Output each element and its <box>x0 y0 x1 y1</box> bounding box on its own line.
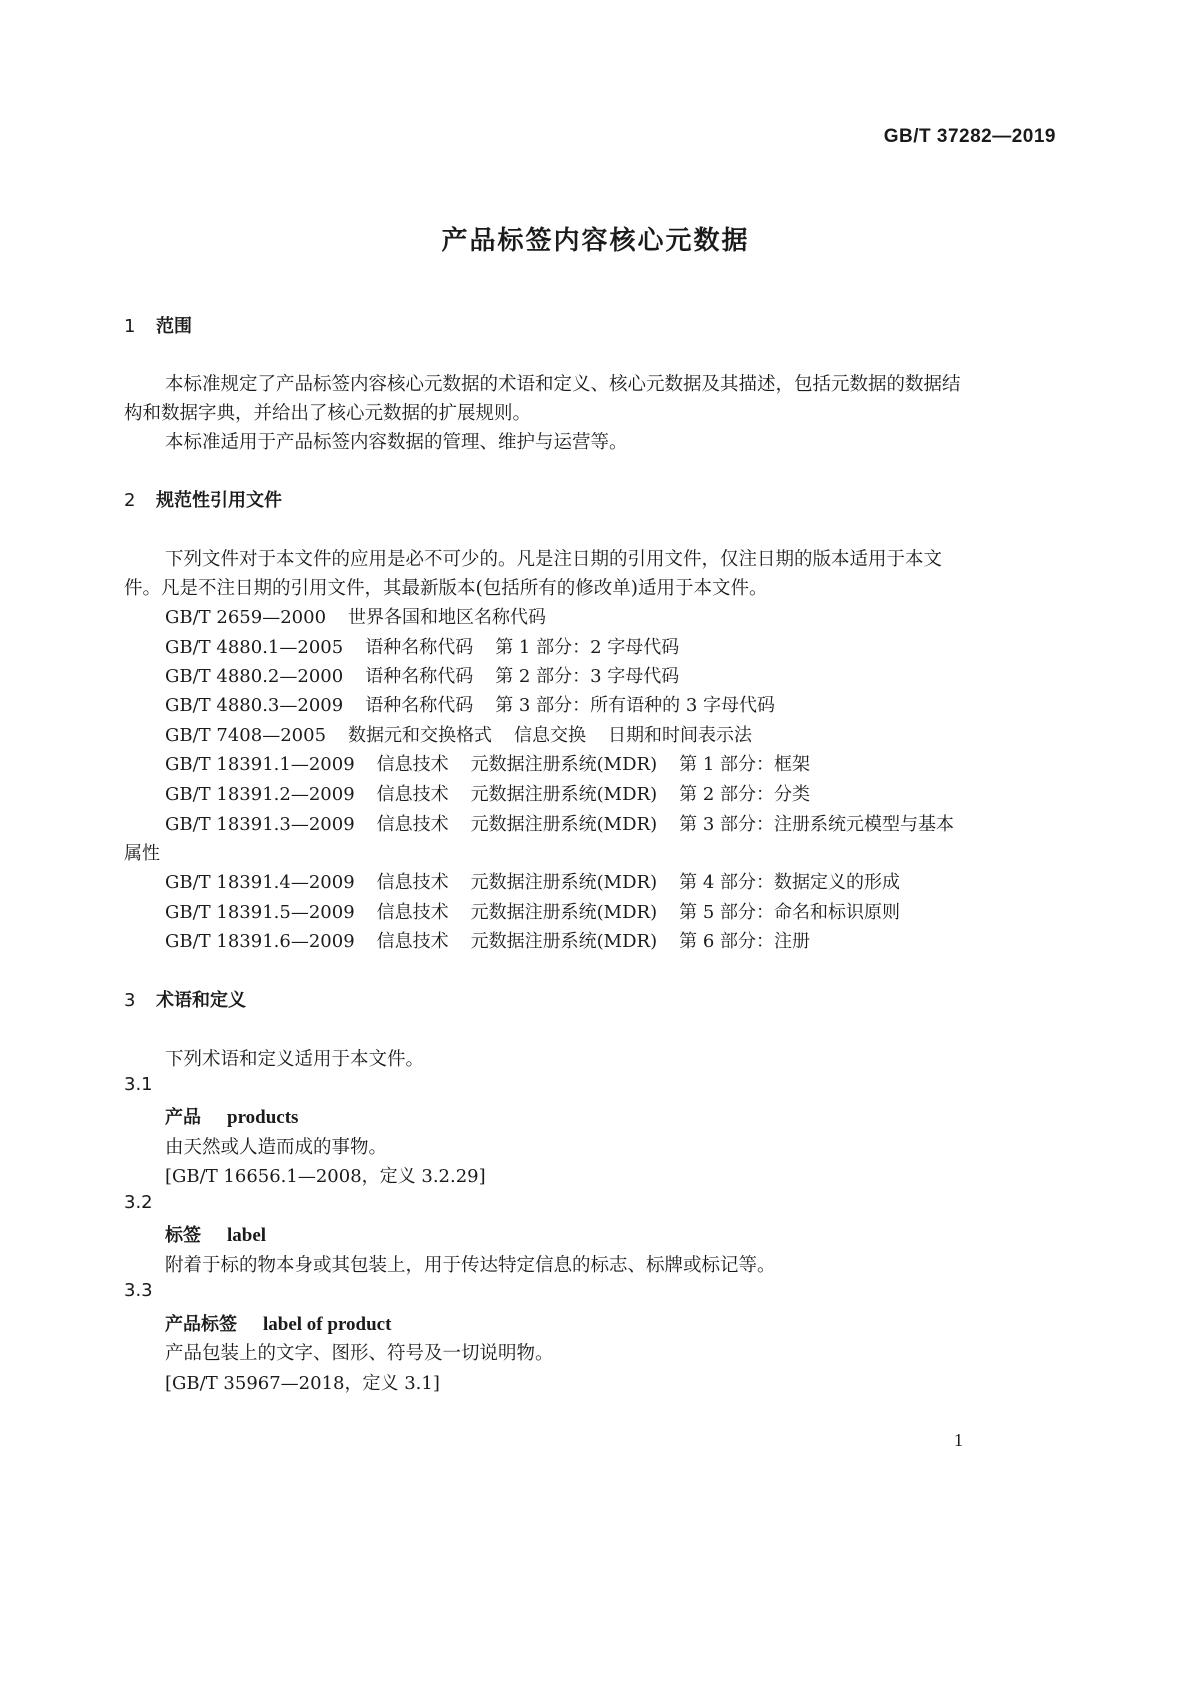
reference-sub: 第 1 部分：框架 <box>679 754 811 775</box>
reference-part: 元数据注册系统(MDR) <box>470 754 658 775</box>
term-source: [GB/T 16656.1—2008，定义 3.2.29] <box>165 1166 486 1187</box>
document-title: 产品标签内容核心元数据 <box>441 226 750 256</box>
reference-code: GB/T 18391.4—2009 <box>165 872 355 893</box>
reference-part: 第 3 部分：所有语种的 3 字母代码 <box>495 695 775 716</box>
reference-code: GB/T 4880.1—2005 <box>165 637 344 658</box>
reference-part: 第 1 部分：2 字母代码 <box>495 637 680 658</box>
reference-code: GB/T 18391.5—2009 <box>165 902 355 923</box>
clause-number: 3.2 <box>124 1192 153 1213</box>
clause-number: 3.3 <box>124 1280 153 1301</box>
reference-sub: 第 6 部分：注册 <box>679 931 811 952</box>
section-number: 1 <box>124 316 136 337</box>
reference-title: 语种名称代码 <box>365 666 474 687</box>
reference-part: 元数据注册系统(MDR) <box>470 872 658 893</box>
term-zh: 产品 <box>165 1107 201 1128</box>
reference-wrap: 属性 <box>124 843 160 864</box>
paragraph: 本标准适用于产品标签内容数据的管理、维护与运营等。 <box>165 432 628 453</box>
reference-title: 信息技术 <box>376 784 449 805</box>
reference-part: 第 2 部分：3 字母代码 <box>495 666 680 687</box>
reference-sub: 日期和时间表示法 <box>608 725 753 746</box>
section-number: 3 <box>124 990 136 1011</box>
section-number: 2 <box>124 490 136 511</box>
reference-title: 信息技术 <box>376 814 449 835</box>
reference-code: GB/T 18391.2—2009 <box>165 784 355 805</box>
reference-item <box>165 898 900 924</box>
term-en: label of product <box>263 1314 392 1335</box>
clause-number: 3.1 <box>124 1074 153 1095</box>
reference-part: 元数据注册系统(MDR) <box>470 784 658 805</box>
reference-sub: 第 3 部分：注册系统元模型与基本 <box>679 814 955 835</box>
reference-sub: 第 5 部分：命名和标识原则 <box>679 902 901 923</box>
term-entry <box>165 1103 298 1129</box>
reference-sub: 第 2 部分：分类 <box>679 784 811 805</box>
reference-title: 世界各国和地区名称代码 <box>348 607 547 628</box>
reference-item <box>165 750 810 776</box>
reference-title: 信息技术 <box>376 754 449 775</box>
reference-item <box>165 868 900 894</box>
reference-item <box>165 603 546 629</box>
reference-item <box>165 633 679 659</box>
term-en: products <box>227 1107 299 1128</box>
reference-item <box>165 927 810 953</box>
section-title: 范围 <box>156 316 192 337</box>
section-2-heading <box>124 486 282 512</box>
reference-item <box>165 662 679 688</box>
reference-title: 语种名称代码 <box>365 637 474 658</box>
reference-item <box>165 810 954 836</box>
reference-item <box>165 691 775 717</box>
term-en: label <box>227 1225 267 1246</box>
reference-code: GB/T 18391.1—2009 <box>165 754 355 775</box>
reference-part: 信息交换 <box>514 725 587 746</box>
term-definition: 附着于标的物本身或其包装上，用于传达特定信息的标志、标牌或标记等。 <box>165 1255 776 1276</box>
reference-title: 数据元和交换格式 <box>348 725 493 746</box>
term-entry <box>165 1310 391 1336</box>
reference-title: 语种名称代码 <box>365 695 474 716</box>
term-entry <box>165 1221 266 1247</box>
term-zh: 产品标签 <box>165 1314 237 1335</box>
paragraph: 件。凡是不注日期的引用文件，其最新版本(包括所有的修改单)适用于本文件。 <box>124 578 768 599</box>
reference-part: 元数据注册系统(MDR) <box>470 902 658 923</box>
reference-item <box>165 721 752 747</box>
reference-title: 信息技术 <box>376 931 449 952</box>
paragraph: 构和数据字典，并给出了核心元数据的扩展规则。 <box>124 403 532 424</box>
reference-part: 元数据注册系统(MDR) <box>470 814 658 835</box>
reference-code: GB/T 18391.3—2009 <box>165 814 355 835</box>
reference-sub: 第 4 部分：数据定义的形成 <box>679 872 901 893</box>
term-zh: 标签 <box>165 1225 201 1246</box>
section-title: 术语和定义 <box>156 990 246 1011</box>
paragraph: 本标准规定了产品标签内容核心元数据的术语和定义、核心元数据及其描述，包括元数据的数据结 <box>165 374 961 395</box>
reference-part: 元数据注册系统(MDR) <box>470 931 658 952</box>
section-title: 规范性引用文件 <box>156 490 282 511</box>
reference-title: 信息技术 <box>376 872 449 893</box>
page-number: 1 <box>954 1430 963 1450</box>
term-definition: 产品包装上的文字、图形、符号及一切说明物。 <box>165 1343 554 1364</box>
reference-code: GB/T 4880.3—2009 <box>165 695 344 716</box>
reference-code: GB/T 18391.6—2009 <box>165 931 355 952</box>
reference-title: 信息技术 <box>376 902 449 923</box>
term-source: [GB/T 35967—2018，定义 3.1] <box>165 1373 440 1394</box>
reference-code: GB/T 2659—2000 <box>165 607 327 628</box>
term-definition: 由天然或人造而成的事物。 <box>165 1137 388 1158</box>
section-3-heading <box>124 986 246 1012</box>
paragraph: 下列文件对于本文件的应用是必不可少的。凡是注日期的引用文件，仅注日期的版本适用于本文 <box>165 549 943 570</box>
reference-code: GB/T 4880.2—2000 <box>165 666 344 687</box>
section-1-heading <box>124 312 192 338</box>
paragraph: 下列术语和定义适用于本文件。 <box>165 1049 425 1070</box>
reference-code: GB/T 7408—2005 <box>165 725 327 746</box>
reference-item <box>165 780 810 806</box>
standard-code: GB/T 37282—2019 <box>883 126 1056 147</box>
